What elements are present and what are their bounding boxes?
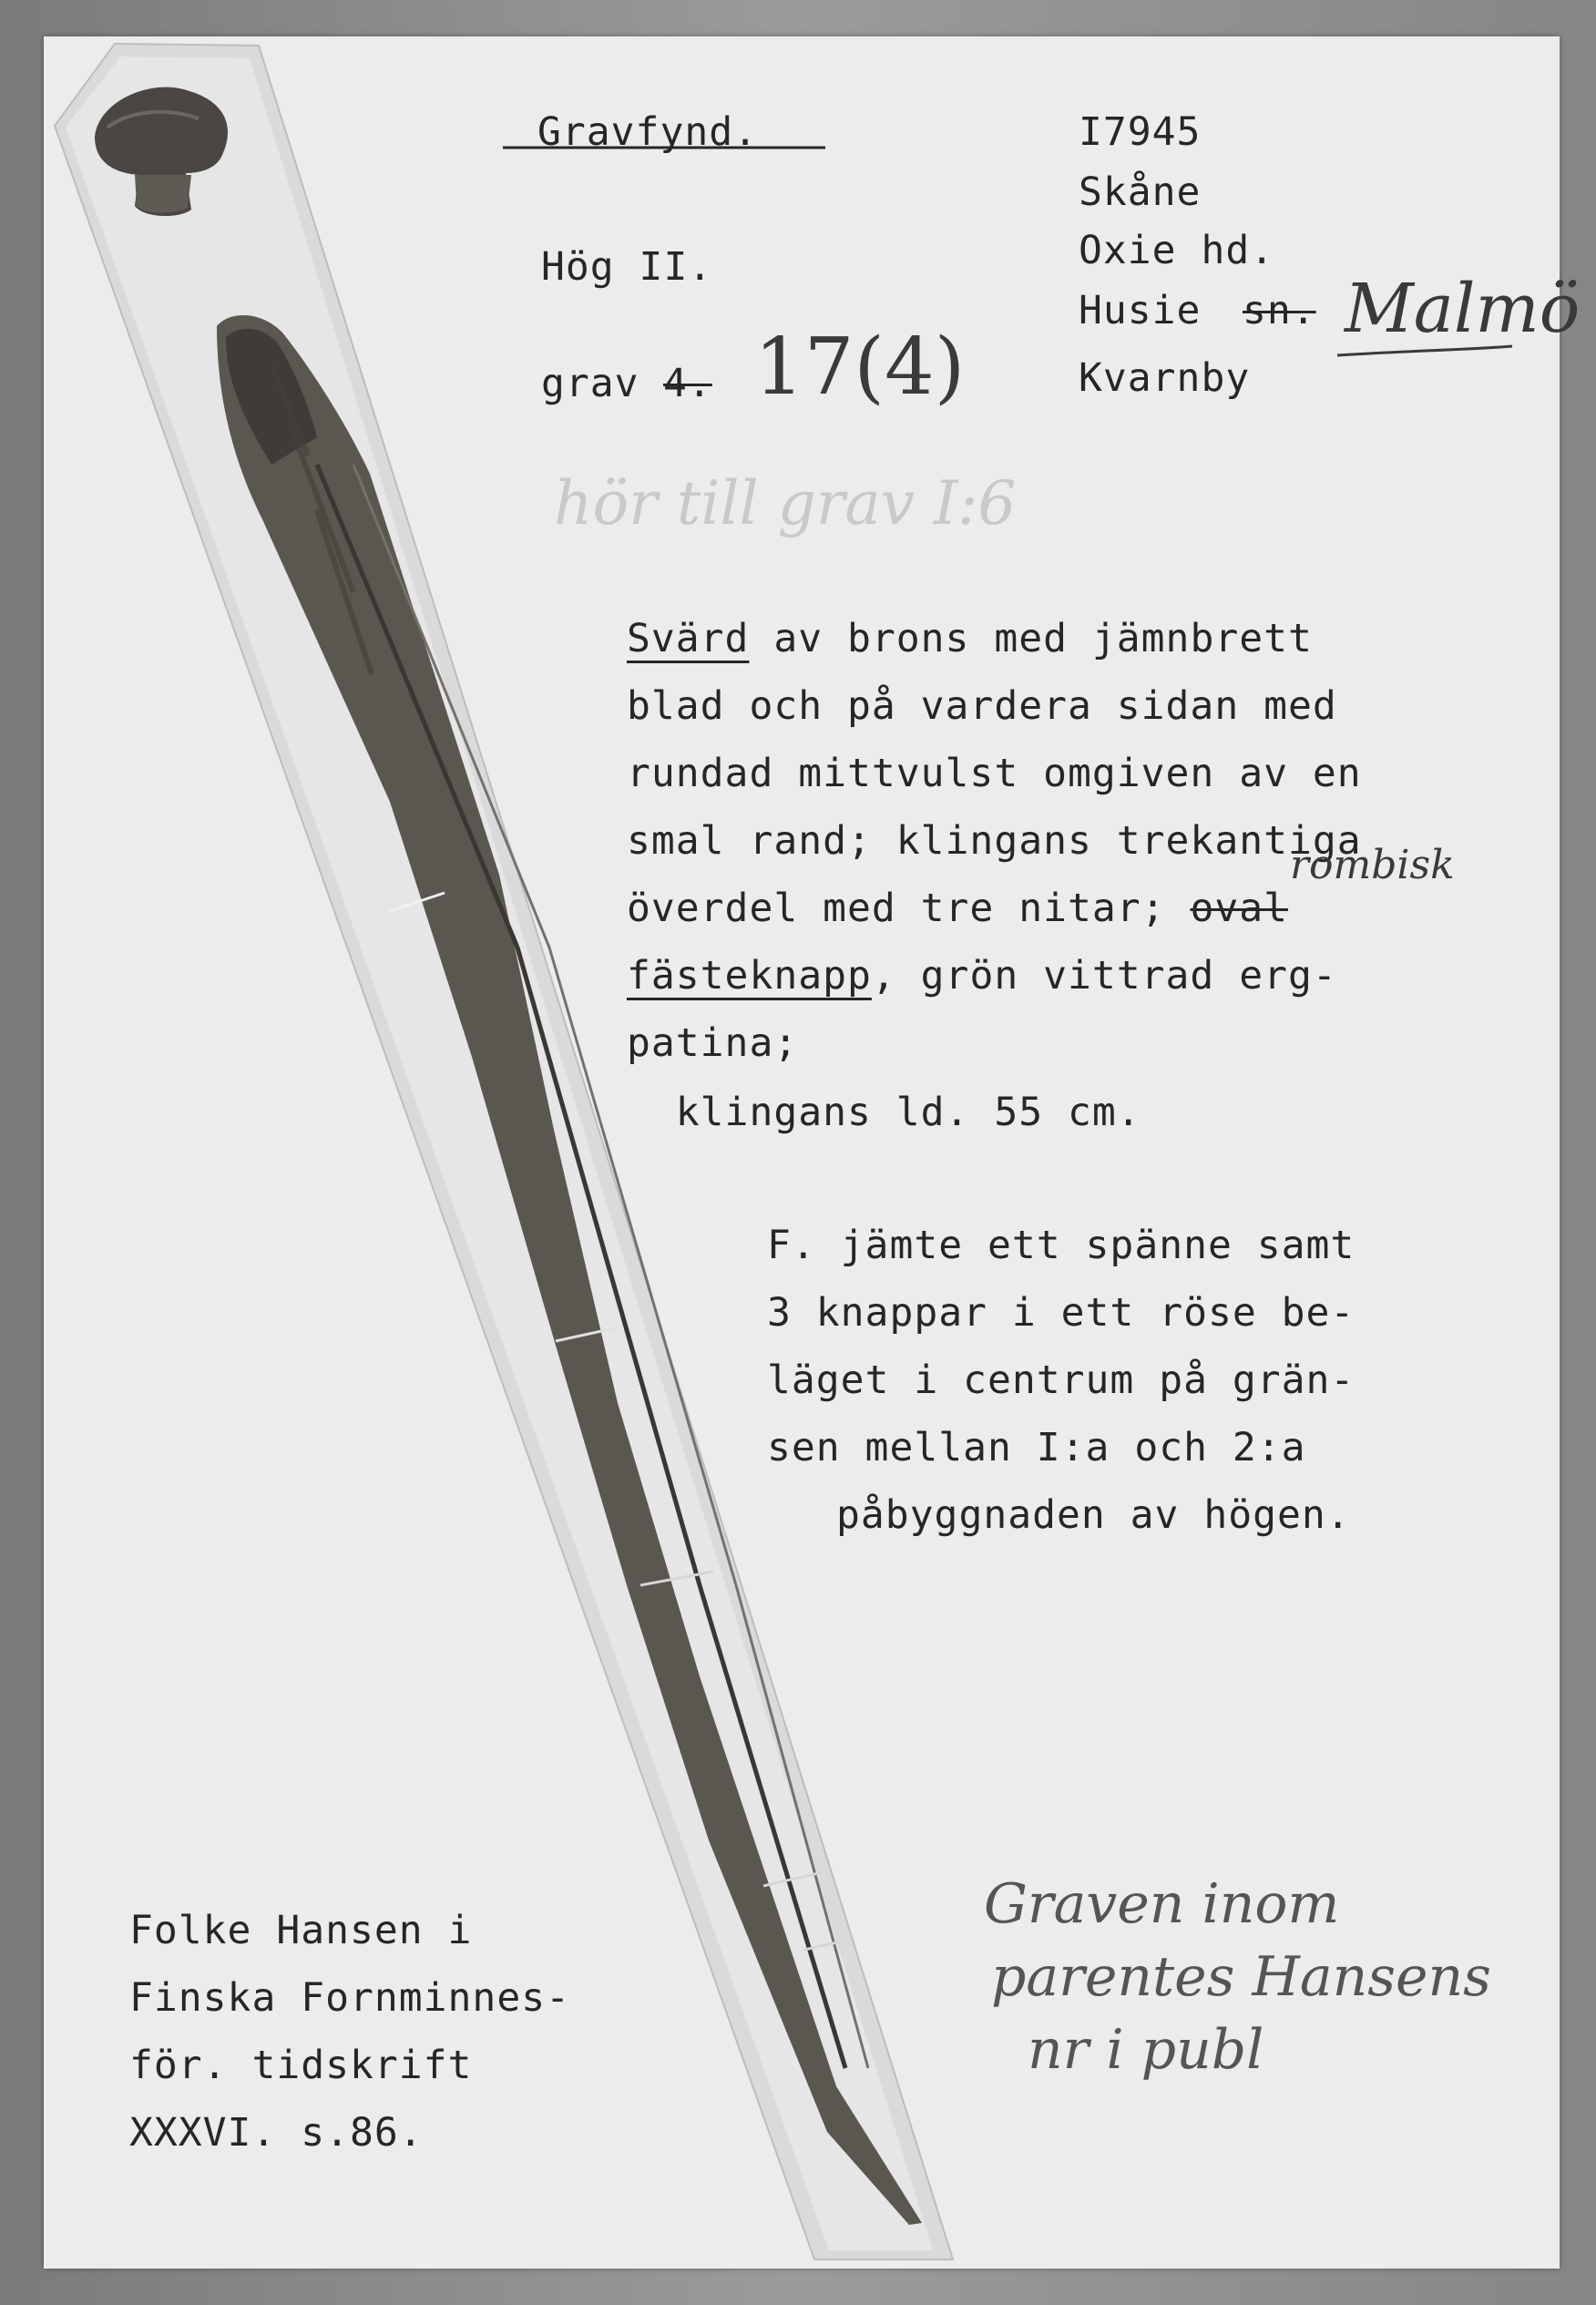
faint-pencil-note: hör till grav I:6	[554, 468, 1017, 538]
grave-label: grav	[541, 361, 639, 406]
grave-number-handwritten: 17(4)	[754, 322, 966, 413]
catalog-card	[44, 36, 1581, 2269]
description-line: klingans ld. 55 cm.	[627, 1090, 1141, 1135]
parish-suffix-struck: sn.	[1243, 288, 1316, 333]
description-line: smal rand; klingans trekantiga	[627, 818, 1362, 864]
description-line: Svärd av brons med jämnbrett	[627, 616, 1313, 661]
reference-line: Finska Fornminnes-	[129, 1975, 570, 2021]
reference-line: XXXVI. s.86.	[129, 2110, 424, 2156]
note-line: parentes Hansens	[991, 1945, 1491, 2009]
note-line: nr i publ	[1028, 2018, 1264, 2082]
reference-line: Folke Hansen i	[129, 1908, 473, 1953]
card-title: Gravfynd.	[537, 109, 758, 155]
inventory-number: I7945	[1079, 109, 1202, 155]
description-line: överdel med tre nitar; oval	[627, 886, 1288, 931]
note-line: Graven inom	[984, 1872, 1340, 1936]
pommel-term: fästeknapp	[627, 953, 872, 999]
context-line: läget i centrum på grän-	[767, 1357, 1356, 1403]
description-line: rundad mittvulst omgiven av en	[627, 751, 1362, 796]
description-line: blad och på vardera sidan med	[627, 683, 1337, 729]
mound-label: Hög II.	[541, 244, 713, 290]
hundred: Oxie hd.	[1079, 228, 1275, 273]
grave-number-struck: 4.	[663, 361, 712, 406]
reference-line: för. tidskrift	[129, 2043, 473, 2088]
context-line: 3 knappar i ett röse be-	[767, 1290, 1356, 1336]
parish: Husie	[1079, 288, 1202, 333]
description-line: fästeknapp, grön vittrad erg-	[627, 953, 1337, 999]
province: Skåne	[1079, 169, 1202, 215]
context-line: påbyggnaden av högen.	[836, 1492, 1351, 1538]
handwritten-insert: rombisk	[1290, 842, 1455, 888]
site: Kvarnby	[1079, 355, 1251, 401]
description-line: patina;	[627, 1020, 799, 1066]
struck-word: oval	[1190, 886, 1288, 931]
context-line: F. jämte ett spänne samt	[767, 1223, 1356, 1268]
context-line: sen mellan I:a och 2:a	[767, 1425, 1306, 1470]
parish-handwritten: Malmö	[1345, 270, 1581, 348]
object-type: Svärd	[627, 616, 750, 661]
